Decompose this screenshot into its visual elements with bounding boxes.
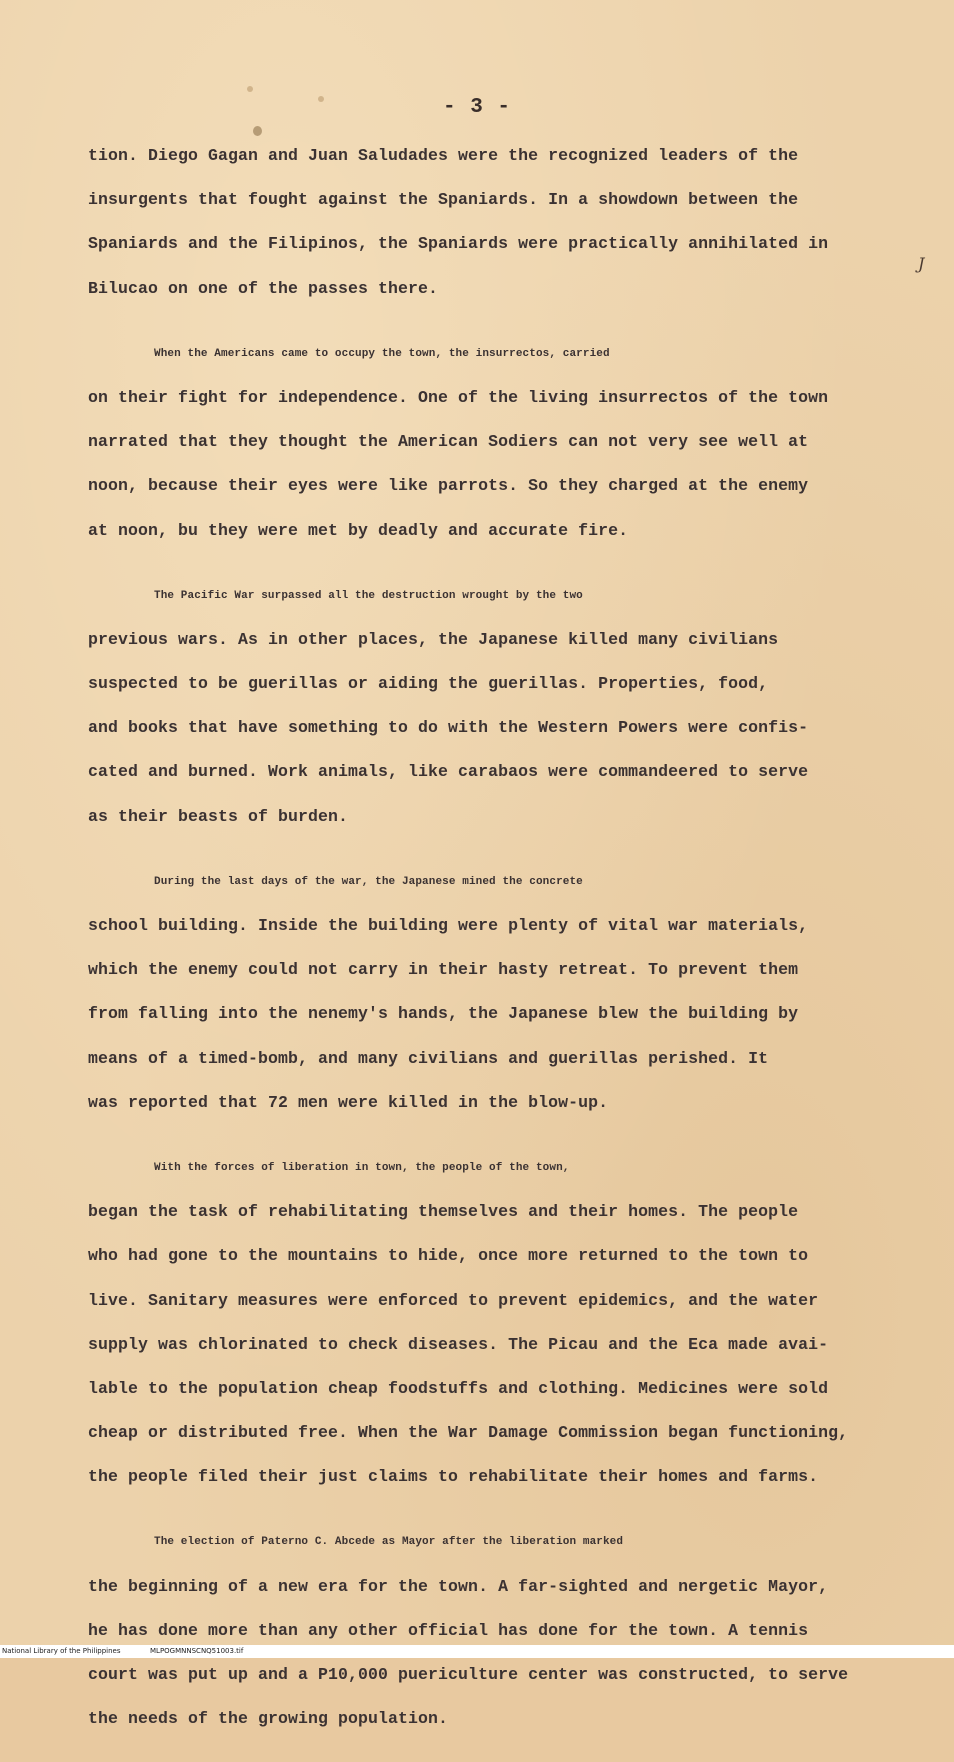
text-line: means of a timed-bomb, and many civilians and guerillas perished. It: [88, 1048, 769, 1068]
paragraph: [88, 134, 918, 311]
text-line: tion. Diego Gagan and Juan Saludades were the recognized leaders of the: [88, 146, 799, 165]
text-line: When the Americans came to occupy the town, the insurrectos, carried: [154, 347, 610, 360]
text-line: narrated that they thought the American Sodiers can not very see well at: [88, 432, 809, 452]
text-line: suspected to be guerillas or aiding the guerillas. Properties, food,: [88, 674, 769, 694]
text-line: lable to the population cheap foodstuffs and clothing. Medicines were sold: [88, 1378, 829, 1398]
paragraph: [88, 860, 918, 1125]
text-line: live. Sanitary measures were enforced to prevent epidemics, and the water: [88, 1290, 819, 1310]
text-line: Spaniards and the Filipinos, the Spaniards were practically annihilated in: [88, 234, 829, 254]
text-line: supply was chlorinated to check diseases. The Picau and the Eca made avai-: [88, 1334, 829, 1354]
text-line: noon, because their eyes were like parrots. So they charged at the enemy: [88, 476, 809, 496]
text-line: With the forces of liberation in town, the people of the town,: [154, 1161, 570, 1174]
text-line: who had gone to the mountains to hide, once more returned to the town to: [88, 1246, 809, 1266]
text-line: insurgents that fought against the Spaniards. In a showdown between the: [88, 190, 799, 210]
text-line: court was put up and a P10,000 puericulture center was constructed, to serve: [88, 1665, 849, 1684]
text-line: at noon, bu they were met by deadly and accurate fire.: [88, 520, 629, 540]
typewritten-text-body: [88, 134, 918, 1762]
text-line: on their fight for independence. One of the living insurrectos of the town: [88, 387, 829, 407]
text-line: the beginning of a new era for the town. A far-sighted and nergetic Mayor,: [88, 1576, 829, 1596]
text-line: During the last days of the war, the Japanese mined the concrete: [154, 875, 583, 888]
text-line: previous wars. As in other places, the Japanese killed many civilians: [88, 629, 779, 649]
text-line: began the task of rehabilitating themselves and their homes. The people: [88, 1202, 799, 1222]
text-line: school building. Inside the building were plenty of vital war materials,: [88, 916, 809, 935]
paragraph: [88, 332, 918, 553]
text-line: The Pacific War surpassed all the destruction wrought by the two: [154, 589, 583, 602]
text-line: was reported that 72 men were killed in the blow-up.: [88, 1092, 609, 1112]
text-line: cated and burned. Work animals, like carabaos were commandeered to serve: [88, 762, 809, 782]
text-line: from falling into the nenemy's hands, the Japanese blew the building by: [88, 1004, 799, 1024]
footer-file-name: MLPOGMNNSCNQ51003.tif: [150, 1647, 244, 1655]
ink-smudge: [247, 86, 253, 92]
text-line: which the enemy could not carry in their hasty retreat. To prevent them: [88, 960, 799, 980]
scan-footer: [0, 1645, 954, 1658]
paragraph: [88, 574, 918, 839]
paragraph: [88, 1520, 918, 1741]
text-line: the needs of the growing population.: [88, 1709, 449, 1729]
text-line: cheap or distributed free. When the War Damage Commission began functioning,: [88, 1423, 849, 1443]
text-line: the people filed their just claims to rehabilitate their homes and farms.: [88, 1467, 819, 1487]
margin-note: J: [918, 254, 925, 273]
footer-library-label: National Library of the Philippines: [2, 1647, 121, 1655]
page-number: - 3 -: [442, 96, 511, 119]
text-line: Bilucao on one of the passes there.: [88, 278, 439, 298]
paragraph: [88, 1146, 918, 1500]
text-line: The election of Paterno C. Abcede as Mayor after the liberation marked: [154, 1536, 624, 1549]
text-line: and books that have something to do with the Western Powers were confis-: [88, 718, 809, 738]
text-line: as their beasts of burden.: [88, 806, 349, 826]
text-line: he has done more than any other official has done for the town. A tennis: [88, 1620, 809, 1640]
